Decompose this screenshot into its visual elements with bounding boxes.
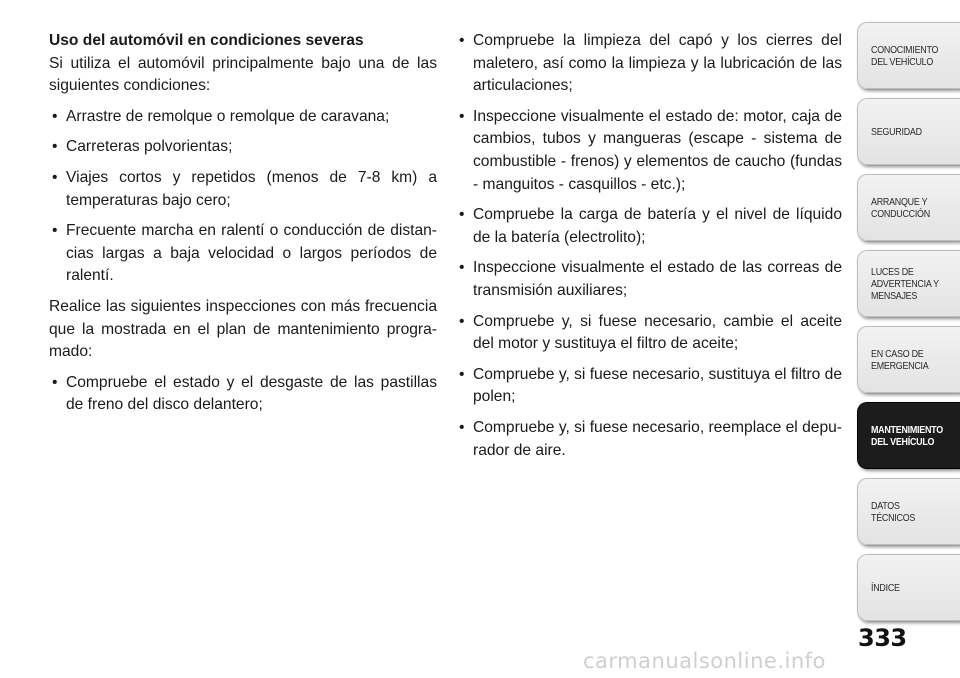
- list-item: • Compruebe y, si fuese necesario, cambie el aceite del motor y sustituya el filtro de aceite;: [456, 311, 842, 356]
- conditions-intro: Si utiliza el automóvil principalmente bajo una de las siguientes condiciones:: [49, 54, 437, 95]
- right-column: [456, 30, 842, 470]
- page-number: 333: [858, 624, 907, 652]
- tab-indice[interactable]: [857, 554, 960, 621]
- tab-label: EN CASO DE EMERGENCIA: [871, 347, 929, 372]
- list-item: • Compruebe la carga de batería y el nivel de líquido de la batería (electrolito);: [456, 204, 842, 249]
- tab-conocimiento-del-vehiculo[interactable]: [857, 22, 960, 89]
- inspections-list-left: [49, 372, 437, 417]
- left-column: [49, 30, 437, 425]
- list-item: • Compruebe la limpieza del capó y los cierres del maletero, así como la limpieza y la lubricación de las articulaciones;: [456, 30, 842, 98]
- list-item: • Compruebe y, si fuese necesario, sustituya el filtro de polen;: [456, 364, 842, 409]
- tab-label: CONOCIMIENTO DEL VEHÍCULO: [871, 43, 939, 68]
- conditions-list: [49, 106, 437, 288]
- list-item: • Inspeccione visualmente el estado de las correas de transmisión auxiliares;: [456, 257, 842, 302]
- tab-seguridad[interactable]: [857, 98, 960, 165]
- tab-label: LUCES DE ADVERTENCIA Y MENSAJES: [871, 265, 939, 302]
- tab-label: MANTENIMIENTO DEL VEHÍCULO: [871, 423, 943, 448]
- list-item: • Frecuente marcha en ralentí o conducción de distan-cias largas a baja velocidad o largos períodos de ralentí.: [49, 220, 437, 288]
- list-item: • Compruebe el estado y el desgaste de las pastillas de freno del disco delantero;: [49, 372, 437, 417]
- list-item: • Inspeccione visualmente el estado de: motor, caja de cambios, tubos y mangueras (escape - sistema de combustible - frenos) y elementos de caucho (fundas - manguitos - casquillos - etc.);: [456, 106, 842, 196]
- tab-luces-de-advertencia[interactable]: [857, 250, 960, 317]
- tab-label: ARRANQUE Y CONDUCCIÓN: [871, 195, 930, 220]
- list-item: • Compruebe y, si fuese necesario, reemplace el depu-rador de aire.: [456, 417, 842, 462]
- inspections-intro: Realice las siguientes inspecciones con más frecuencia que la mostrada en el plan de mantenimiento progra-mado:: [49, 297, 437, 361]
- tab-arranque-y-conduccion[interactable]: [857, 174, 960, 241]
- tab-datos-tecnicos[interactable]: [857, 478, 960, 545]
- watermark: carmanualsonline.info: [583, 649, 826, 673]
- chapter-tabs: [857, 22, 960, 630]
- inspections-list-right: [456, 30, 842, 462]
- section-heading: Uso del automóvil en condiciones severas: [49, 32, 364, 49]
- list-item: • Carreteras polvorientas;: [49, 136, 437, 159]
- tab-label: DATOS TÉCNICOS: [871, 499, 916, 524]
- tab-label: SEGURIDAD: [871, 125, 922, 138]
- list-item: • Arrastre de remolque o remolque de caravana;: [49, 106, 437, 129]
- tab-label: ÍNDICE: [871, 581, 900, 594]
- tab-mantenimiento-del-vehiculo[interactable]: [857, 402, 960, 469]
- tab-en-caso-de-emergencia[interactable]: [857, 326, 960, 393]
- list-item: • Viajes cortos y repetidos (menos de 7-8 km) a temperaturas bajo cero;: [49, 167, 437, 212]
